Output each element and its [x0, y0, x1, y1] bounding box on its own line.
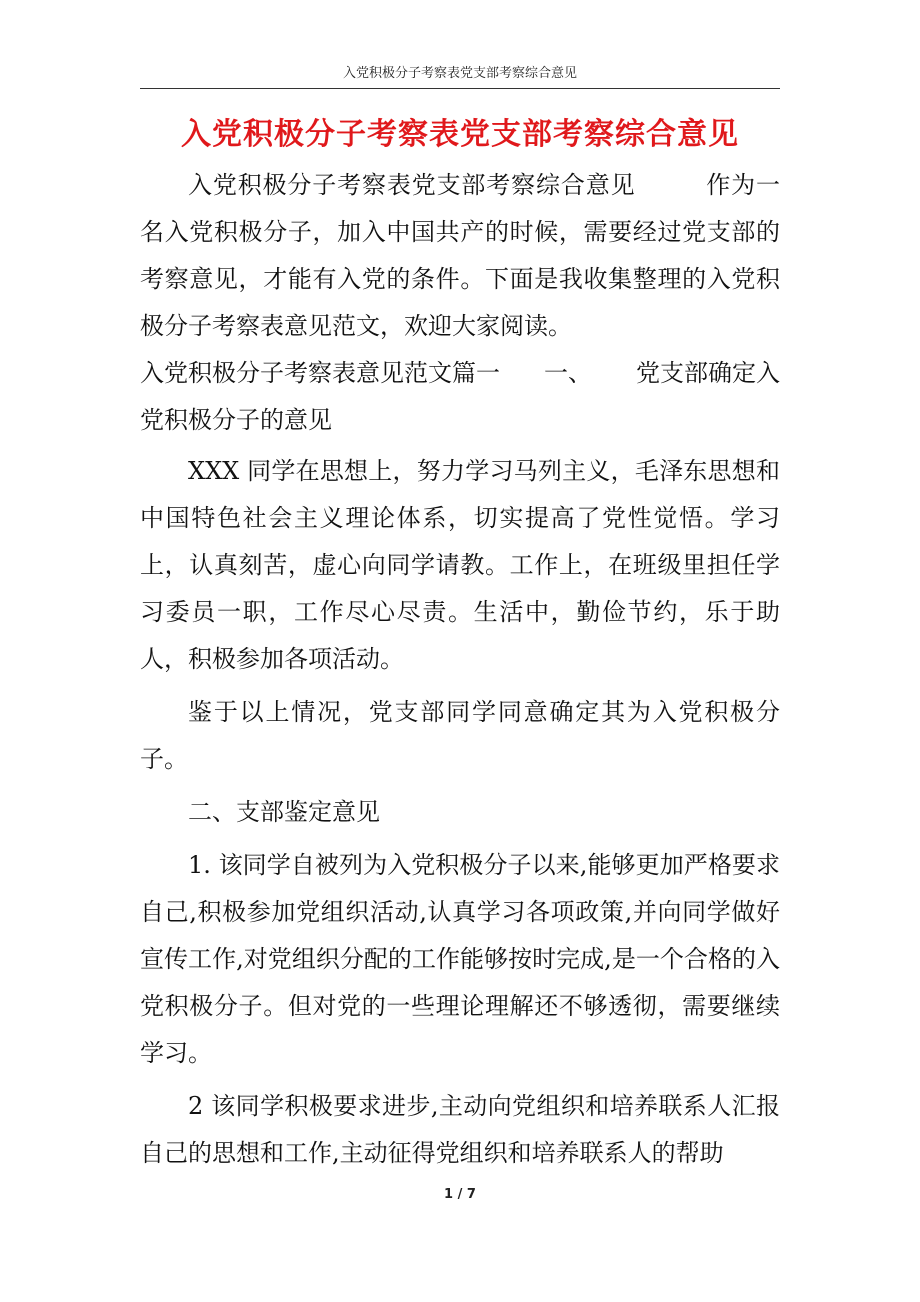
section-line — [140, 350, 780, 444]
section-part1: 入党积极分子考察表意见范文篇一 — [140, 359, 500, 387]
paragraph-item-one: 1. 该同学自被列为入党积极分子以来,能够更加严格要求自己,积极参加党组织活动,认真学习各项政策,并向同学做好宣传工作,对党组织分配的工作能够按时完成,是一个合格的入党积极分子。但对党的一些理论理解还不够透彻，需要继续学习。 — [140, 851, 780, 1067]
paragraph-item-two: 2 该同学积极要求进步,主动向党组织和培养联系人汇报自己的思想和工作,主动征得党组织和培养联系人的帮助 — [140, 1092, 780, 1167]
intro-lead: 入党积极分子考察表党支部考察综合意见 — [188, 171, 636, 199]
section-part2: 一、 — [544, 359, 592, 387]
page-indicator: 1 / 7 — [444, 1187, 476, 1202]
document-title: 入党积极分子考察表党支部考察综合意见 — [181, 117, 739, 152]
paragraph-heading-two: 二、支部鉴定意见 — [188, 798, 380, 826]
running-header: 入党积极分子考察表党支部考察综合意见 — [342, 66, 577, 81]
intro-rest: 作为一名入党积极分子，加入中国共产的时候，需要经过党支部的考察意见，才能有入党的条件。下面是我收集整理的入党积极分子考察表意见范文，欢迎大家阅读。 — [140, 171, 781, 340]
header-divider — [140, 88, 780, 89]
paragraph-thought: XXX 同学在思想上，努力学习马列主义，毛泽东思想和中国特色社会主义理论体系，切实提高了党性觉悟。学习上，认真刻苦，虚心向同学请教。工作上，在班级里担任学习委员一职，工作尽心尽责。生活中，勤俭节约，乐于助人，积极参加各项活动。 — [140, 457, 780, 673]
paragraph-conclusion: 鉴于以上情况，党支部同学同意确定其为入党积极分子。 — [140, 698, 780, 773]
intro-paragraph — [140, 162, 780, 350]
section-part3: 党支部确定入党积极分子的意见 — [140, 359, 780, 434]
document-body — [140, 162, 780, 1177]
